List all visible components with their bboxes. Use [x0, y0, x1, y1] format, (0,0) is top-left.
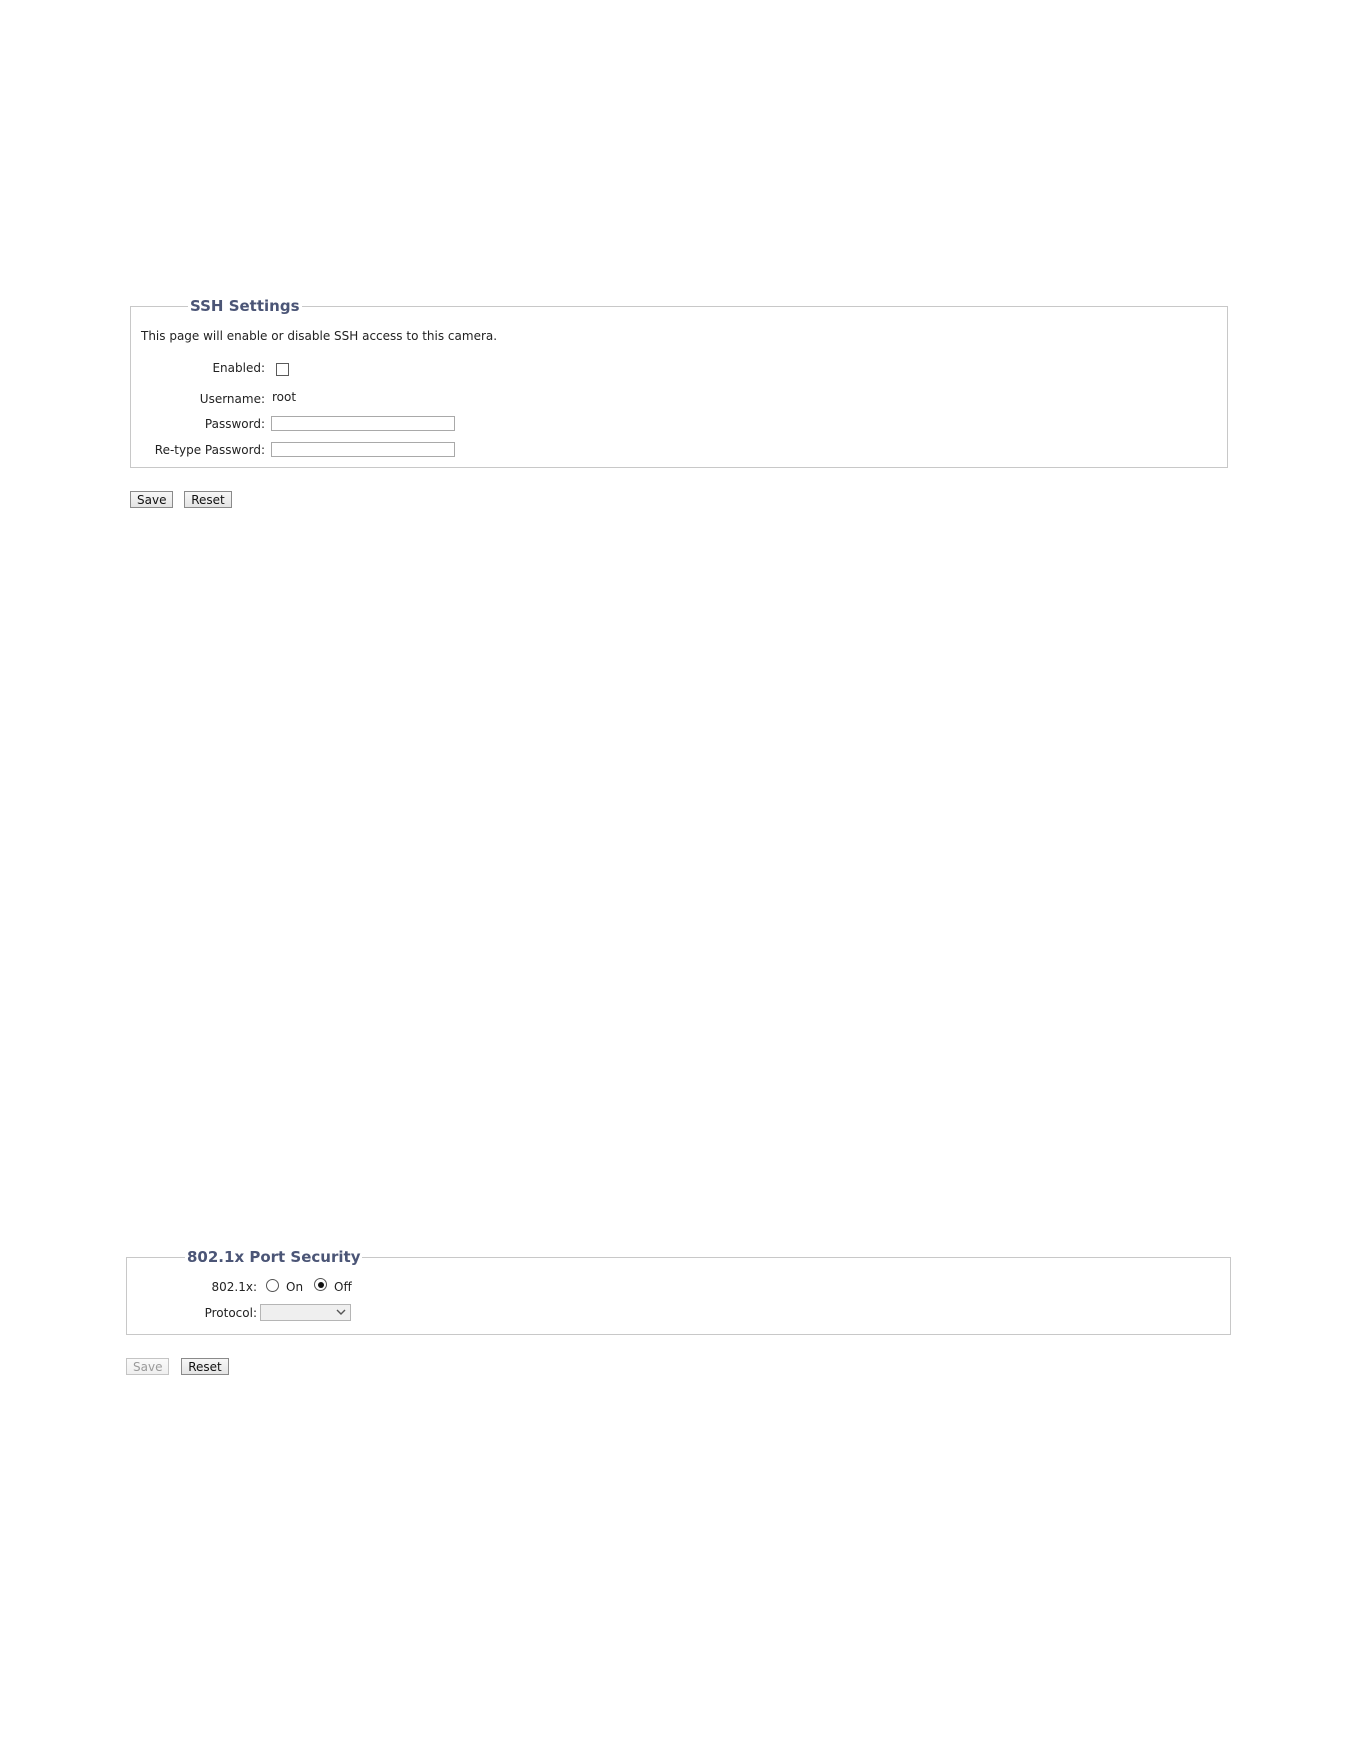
port-security-save-button[interactable]: Save [126, 1358, 169, 1375]
chevron-down-icon [336, 1308, 346, 1316]
ssh-settings-title: SSH Settings [190, 297, 300, 315]
ssh-save-button[interactable]: Save [130, 491, 173, 508]
protocol-select[interactable] [260, 1304, 351, 1321]
mode-on-label[interactable]: On [286, 1280, 304, 1294]
ssh-reset-button[interactable]: Reset [184, 491, 232, 508]
port-security-reset-button[interactable]: Reset [181, 1358, 229, 1375]
retype-password-label: Re-type Password: [154, 443, 265, 457]
protocol-label: Protocol: [204, 1306, 257, 1320]
ssh-description: This page will enable or disable SSH access to this camera. [141, 329, 498, 343]
mode-off-label[interactable]: Off [334, 1280, 352, 1294]
retype-password-field[interactable] [271, 442, 455, 457]
username-label: Username: [199, 392, 265, 406]
enabled-label: Enabled: [212, 361, 265, 375]
mode-on-radio[interactable] [266, 1279, 279, 1292]
port-security-panel [126, 1248, 1231, 1335]
username-value: root [272, 390, 297, 404]
port-security-title: 802.1x Port Security [187, 1248, 361, 1266]
password-label: Password: [204, 417, 265, 431]
ssh-enabled-checkbox[interactable] [276, 363, 289, 376]
ssh-settings-panel [130, 297, 1228, 468]
mode-label: 802.1x: [211, 1280, 257, 1294]
mode-off-radio[interactable] [314, 1278, 327, 1291]
password-field[interactable] [271, 416, 455, 431]
